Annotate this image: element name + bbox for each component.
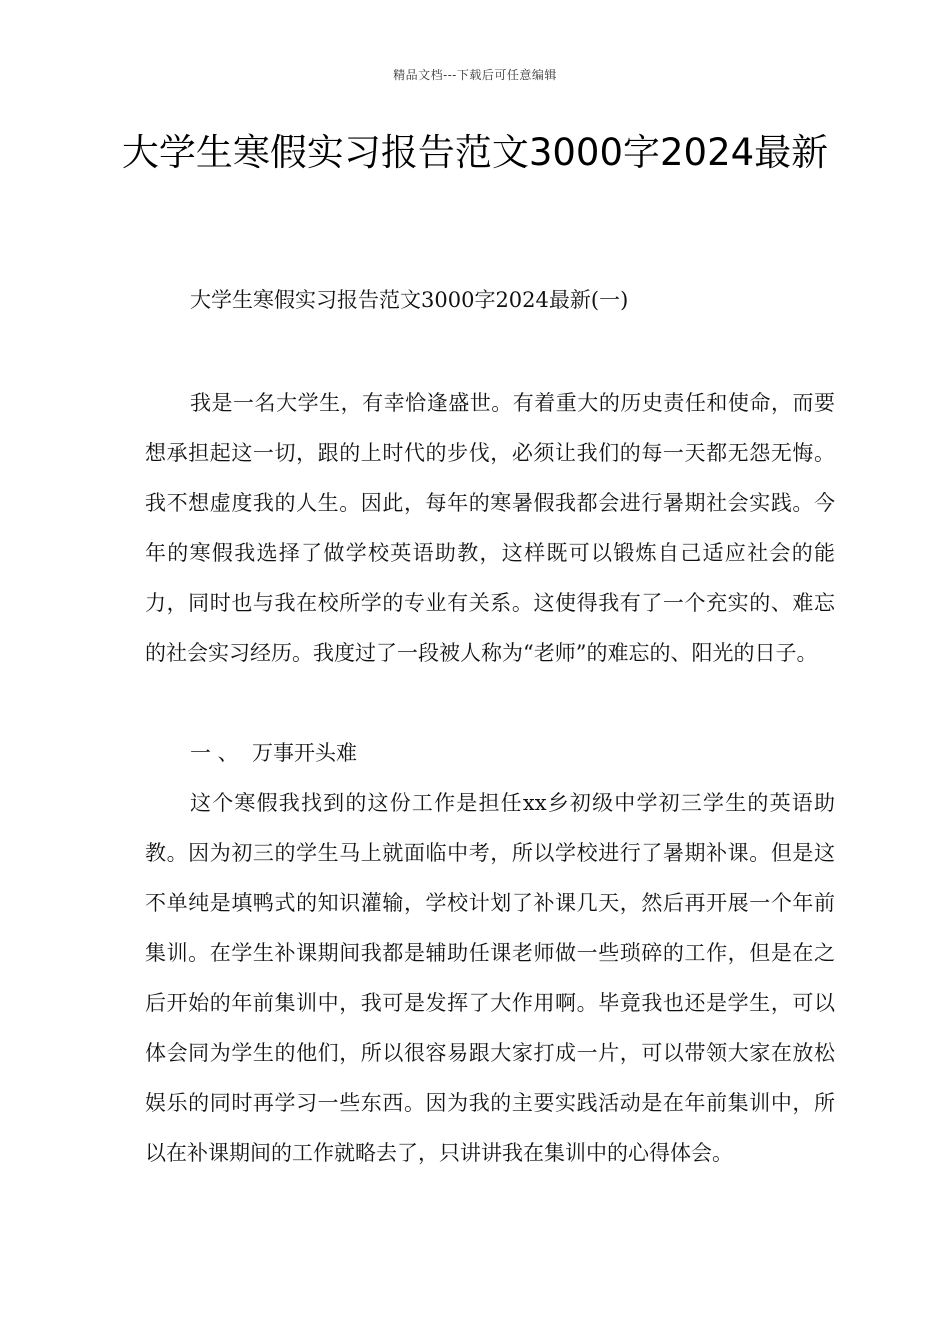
header-note: 精品文档---下载后可任意编辑 (393, 68, 557, 82)
paragraph-1-block (145, 378, 835, 678)
paragraph-1: 我是一名大学生，有幸恰逢盛世。有着重大的历史责任和使命，而要想承担起这一切，跟的上时代的步伐，必须让我们的每一天都无怨无悔。我不想虚度我的人生。因此，每年的寒暑假我都会进行暑期社会实践。今年的寒假我选择了做学校英语助教，这样既可以锻炼自己适应社会的能力，同时也与我在校所学的专业有关系。这使得我有了一个充实的、难忘的社会实习经历。我度过了一段被人称为“老师”的难忘的、阳光的日子。 (145, 391, 835, 665)
section-heading-1: 一 、 万事开头难 (190, 741, 358, 765)
document-subtitle: 大学生寒假实习报告范文3000字2024最新(一) (190, 288, 629, 312)
document-title: 大学生寒假实习报告范文3000字2024最新 (121, 131, 829, 174)
paragraph-2-block (145, 778, 835, 1178)
paragraph-2: 这个寒假我找到的这份工作是担任xx乡初级中学初三学生的英语助教。因为初三的学生马上就面临中考，所以学校进行了暑期补课。但是这不单纯是填鸭式的知识灌输，学校计划了补课几天，然后再开展一个年前集训。在学生补课期间我都是辅助任课老师做一些琐碎的工作，但是在之后开始的年前集训中，我可是发挥了大作用啊。毕竟我也还是学生，可以体会同为学生的他们，所以很容易跟大家打成一片，可以带领大家在放松娱乐的同时再学习一些东西。因为我的主要实践活动是在年前集训中，所以在补课期间的工作就略去了，只讲讲我在集训中的心得体会。 (145, 791, 835, 1165)
